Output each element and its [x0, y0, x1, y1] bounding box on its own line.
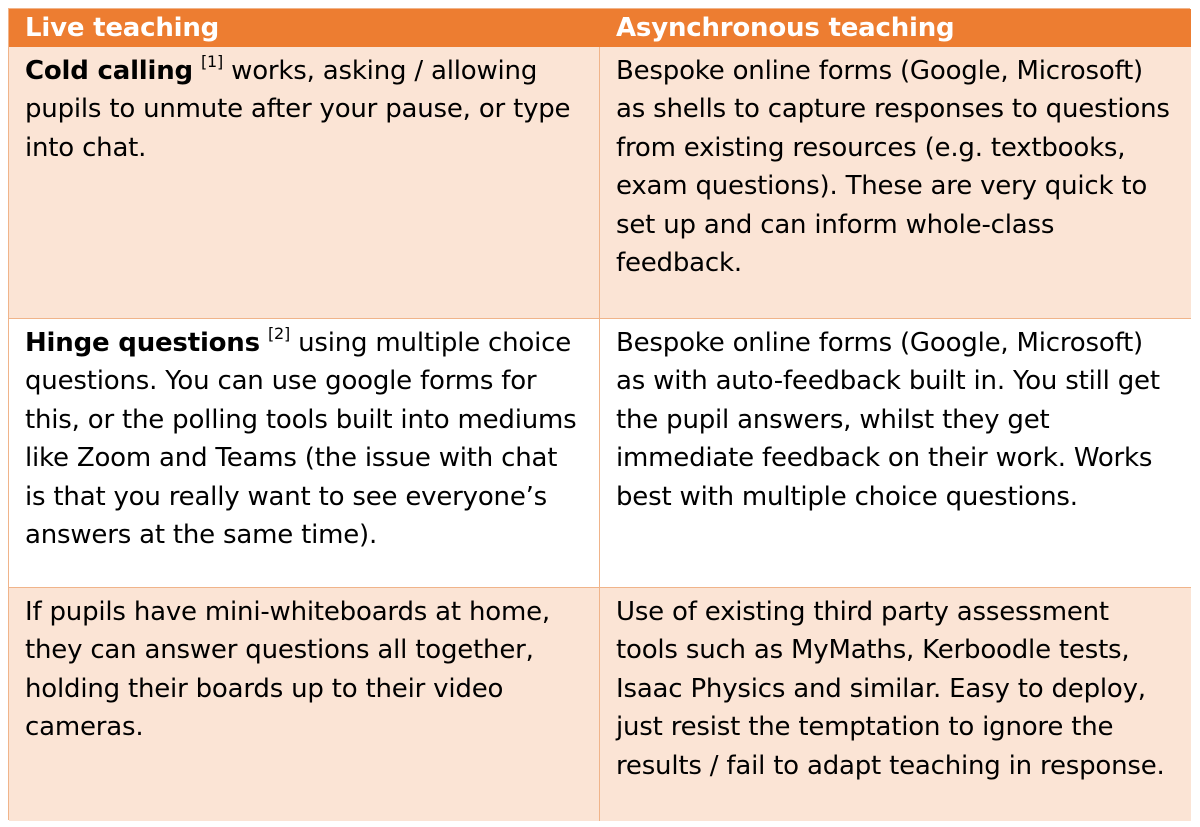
- cell-text: works, asking / allowing pupils to unmute after your pause, or type into chat.: [25, 56, 571, 163]
- cell-async-row-1: [600, 47, 1191, 319]
- cell-live-row-2: [9, 319, 600, 588]
- term-hinge-questions: Hinge questions: [25, 328, 260, 358]
- assessment-table: [8, 8, 1190, 820]
- term-cold-calling: Cold calling: [25, 56, 193, 86]
- cell-text: using multiple choice questions. You can use google forms for this, or the polling tools built into mediums like Zoom and Teams (the issue with chat is that you really want to see everyone’s answers at the same time).: [25, 328, 577, 551]
- cell-async-row-2: [600, 319, 1191, 588]
- cell-live-row-3: [9, 588, 600, 821]
- cell-text: Bespoke online forms (Google, Microsoft) as shells to capture responses to questions from existing resources (e.g. textbooks, exam questions). These are very quick to set up and can inform whole-class feedback.: [616, 56, 1170, 279]
- cell-text: If pupils have mini-whiteboards at home, they can answer questions all together, holding their boards up to their video cameras.: [25, 597, 550, 743]
- cell-text: Bespoke online forms (Google, Microsoft) as with auto-feedback built in. You still get the pupil answers, whilst they get immediate feedback on their work. Works best with multiple choice questions.: [616, 328, 1160, 512]
- footnote-ref-2: [2]: [267, 324, 291, 343]
- header-live-teaching: Live teaching: [9, 9, 600, 47]
- cell-text: Use of existing third party assessment tools such as MyMaths, Kerboodle tests, Isaac Physics and similar. Easy to deploy, just resist the temptation to ignore the results / fail to adapt teaching in response.: [616, 597, 1165, 781]
- header-asynchronous-teaching: Asynchronous teaching: [600, 9, 1191, 47]
- footnote-ref-1: [1]: [201, 52, 224, 71]
- cell-live-row-1: [9, 47, 600, 319]
- cell-async-row-3: [600, 588, 1191, 821]
